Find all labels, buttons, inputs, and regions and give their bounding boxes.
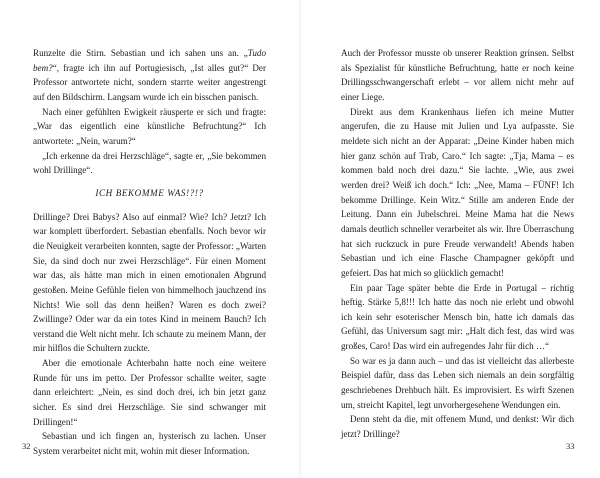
left-page — [33, 46, 266, 459]
section-heading: ICH BEKOMME WAS!?!? — [95, 187, 204, 198]
paragraph: Sebastian und ich fingen an, hysterisch zu lachen. Unser System verarbeitet nicht mit, wohin mit dieser Information. — [33, 431, 266, 457]
paragraph: Ein paar Tage später bebte die Erde in Portugal – richtig heftig. Stärke 5,8!!! Ich hatte das noch nie erlebt und obwohl ich kein sehr esoterischer Mensch bin, hatte ich damals das Gefühl, das Universum sagt mir: „Halt dich fest, das wird was großes, Caro! Das wird ein aufregendes Jahr für dich …“ — [341, 282, 574, 352]
right-page — [341, 46, 574, 442]
text-run: Runzelte die Stirn. Sebastian und ich sahen uns an. „ — [33, 48, 248, 58]
paragraph: Drillinge? Drei Babys? Also auf einmal? Wie? Ich? Jetzt? Ich war komplett überfordert. Sebastian ebenfalls. Noch bevor wir die Neuigkeit verarbeiten konnten, sagte der Professor: „Warten Sie, da sind doch nur zwei Herzschläge“. Für einen Moment war das, als hätte man mich in einen emotionalen Abgrund gestoßen. Meine Gefühle fielen von himmelhoch jauchzend ins Nichts! Wie soll das denn heißen? Waren es doch zwei? Zwillinge? Oder war da ein totes Kind in meinem Bauch? Ich verstand die Welt nicht mehr. Ich schaute zu meinem Mann, der mir hilflos die Schultern zuckte. — [33, 211, 266, 354]
paragraph: Denn steht da die, mit offenem Mund, und denkst: Wir dich jetzt? Drillinge? — [341, 414, 574, 440]
paragraph: So war es ja dann auch – und das ist vielleicht das allerbeste Beispiel dafür, dass das Leben sich niemals an dein sorgfältig geschriebenes Drehbuch hält. Es improvisiert. Es wirft Szenen um, streicht Kapitel, legt unvorhergesehene Wendungen ein. — [341, 355, 574, 410]
gutter — [298, 0, 302, 478]
page-number-left: 32 — [22, 441, 31, 451]
paragraph: Direkt aus dem Krankenhaus liefen ich meine Mutter angerufen, die zu Hause mit Julien und Lya aufpasste. Sie meldete sich nicht an der Apparat: „Deine Kinder haben mich hier ganz schön auf Trab, Caro.“ Ich sagte: „Tja, Mama – es kommen bald noch drei dazu.“ Sie lachte. „Wie, aus zwei werden drei? Weiß ich doch.“ Ich: „Nee, Mama – FÜNF! Ich bekomme Drillinge. Kein Witz.“ Stille am anderen Ende der Leitung. Dann ein Jubelschrei. Meine Mama hat die News damals deutlich schneller verarbeitet als wir. Ihre Überraschung hat sich ruckzuck in pure Freude verwandelt! Abends haben Sebastian und ich eine Flasche Champagner geköpft und gefeiert. Das hat mich so glücklich gemacht! — [341, 106, 574, 278]
text-run: “, fragte ich ihn auf Portugiesisch, „Ist alles gut?“ Der Professor antwortete nicht, sondern starrte weiter angestrengt auf den Bildschirm. Langsam wurde ich ein bisschen panisch. — [33, 62, 266, 102]
paragraph — [33, 46, 266, 105]
italic-phrase: Tudo bem? — [33, 48, 266, 73]
paragraph: „Ich erkenne da drei Herzschläge“, sagte er, „Sie bekommen wohl Drillinge“. — [33, 150, 266, 176]
paragraph: Nach einer gefühlten Ewigkeit räusperte er sich und fragte: „War das eigentlich eine künstliche Befruchtung?“ Ich antwortete: „Nein, warum?“ — [33, 106, 266, 146]
paragraph: Auch der Professor musste ob unserer Reaktion grinsen. Selbst als Spezialist für künstliche Befruchtung, hatte er noch keine Drillingsschwangerschaft erlebt – vor allem nicht mehr auf einer Liege. — [341, 48, 574, 102]
paragraph: Aber die emotionale Achterbahn hatte noch eine weitere Runde für uns im petto. Der Professor schallte weiter, sagte dann erleichtert: „Nein, es sind doch drei, ich bin jetzt ganz sicher. Es sind drei Herzschläge. Sie sind schwanger mit Drillingen!“ — [33, 358, 266, 427]
page-number-right: 33 — [566, 441, 575, 451]
